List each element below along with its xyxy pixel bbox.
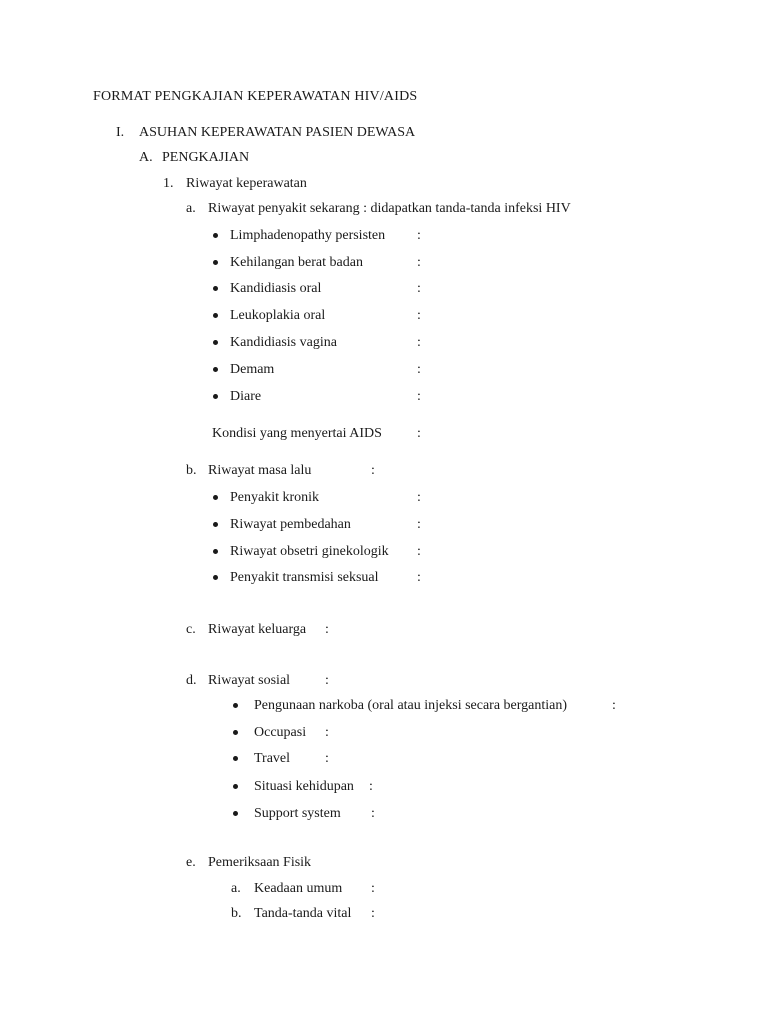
point-marker-c: c. bbox=[186, 622, 196, 637]
list-item: Demam bbox=[230, 362, 275, 377]
bullet-icon bbox=[233, 703, 238, 708]
bullet-icon bbox=[213, 522, 218, 527]
section-marker: I. bbox=[116, 125, 125, 140]
list-item: Kandidiasis vagina bbox=[230, 335, 337, 350]
list-item: Penyakit transmisi seksual bbox=[230, 570, 379, 585]
field-colon: : bbox=[612, 698, 616, 713]
point-marker-d: d. bbox=[186, 673, 197, 688]
point-e-label: Pemeriksaan Fisik bbox=[208, 855, 312, 870]
field-colon: : bbox=[417, 281, 421, 296]
list-item: Penyakit kronik bbox=[230, 490, 320, 505]
bullet-icon bbox=[233, 811, 238, 816]
field-colon: : bbox=[417, 335, 421, 350]
field-colon: : bbox=[417, 490, 421, 505]
field-colon: : bbox=[417, 228, 421, 243]
sub-item-marker: a. bbox=[231, 881, 241, 896]
list-item: Limphadenopathy persisten bbox=[230, 228, 386, 243]
accompanying-condition-label: Kondisi yang menyertai AIDS bbox=[212, 426, 382, 441]
bullet-icon bbox=[213, 367, 218, 372]
bullet-icon bbox=[213, 549, 218, 554]
bullet-icon bbox=[213, 313, 218, 318]
list-item: Travel bbox=[254, 751, 291, 766]
bullet-icon bbox=[233, 730, 238, 735]
sub-item-label: Keadaan umum bbox=[254, 881, 343, 896]
field-colon: : bbox=[417, 389, 421, 404]
point-marker-e: e. bbox=[186, 855, 196, 870]
list-item: Situasi kehidupan bbox=[254, 779, 354, 794]
field-colon: : bbox=[325, 673, 329, 688]
field-colon: : bbox=[325, 622, 329, 637]
bullet-icon bbox=[213, 260, 218, 265]
bullet-icon bbox=[213, 233, 218, 238]
list-item: Occupasi bbox=[254, 725, 307, 740]
field-colon: : bbox=[369, 779, 373, 794]
field-colon: : bbox=[417, 255, 421, 270]
point-marker-a: a. bbox=[186, 201, 196, 216]
list-item: Kehilangan berat badan bbox=[230, 255, 363, 270]
list-item: Support system bbox=[254, 806, 341, 821]
field-colon: : bbox=[371, 881, 375, 896]
point-marker-b: b. bbox=[186, 463, 197, 478]
bullet-icon bbox=[233, 784, 238, 789]
field-colon: : bbox=[325, 751, 329, 766]
list-item: Pengunaan narkoba (oral atau injeksi secara bergantian) bbox=[254, 698, 568, 713]
point-a-label: Riwayat penyakit sekarang : didapatkan tanda-tanda infeksi HIV bbox=[208, 201, 571, 216]
subsection-marker: A. bbox=[139, 150, 153, 165]
field-colon: : bbox=[371, 806, 375, 821]
point-c-label: Riwayat keluarga bbox=[208, 622, 307, 637]
list-item: Riwayat obsetri ginekologik bbox=[230, 544, 389, 559]
item-heading: Riwayat keperawatan bbox=[186, 176, 307, 191]
section-heading: ASUHAN KEPERAWATAN PASIEN DEWASA bbox=[139, 125, 416, 140]
bullet-icon bbox=[233, 756, 238, 761]
field-colon: : bbox=[417, 426, 421, 441]
bullet-icon bbox=[213, 394, 218, 399]
item-marker: 1. bbox=[163, 176, 174, 191]
subsection-heading: PENGKAJIAN bbox=[162, 150, 250, 165]
bullet-icon bbox=[213, 495, 218, 500]
point-b-label: Riwayat masa lalu bbox=[208, 463, 312, 478]
bullet-icon bbox=[213, 286, 218, 291]
field-colon: : bbox=[417, 308, 421, 323]
field-colon: : bbox=[371, 906, 375, 921]
field-colon: : bbox=[417, 362, 421, 377]
document-title: FORMAT PENGKAJIAN KEPERAWATAN HIV/AIDS bbox=[93, 89, 418, 104]
bullet-icon bbox=[213, 340, 218, 345]
list-item: Riwayat pembedahan bbox=[230, 517, 351, 532]
list-item: Leukoplakia oral bbox=[230, 308, 326, 323]
bullet-icon bbox=[213, 575, 218, 580]
field-colon: : bbox=[417, 517, 421, 532]
list-item: Kandidiasis oral bbox=[230, 281, 322, 296]
field-colon: : bbox=[417, 570, 421, 585]
field-colon: : bbox=[371, 463, 375, 478]
field-colon: : bbox=[325, 725, 329, 740]
point-d-label: Riwayat sosial bbox=[208, 673, 291, 688]
sub-item-marker: b. bbox=[231, 906, 242, 921]
list-item: Diare bbox=[230, 389, 262, 404]
sub-item-label: Tanda-tanda vital bbox=[254, 906, 352, 921]
field-colon: : bbox=[417, 544, 421, 559]
